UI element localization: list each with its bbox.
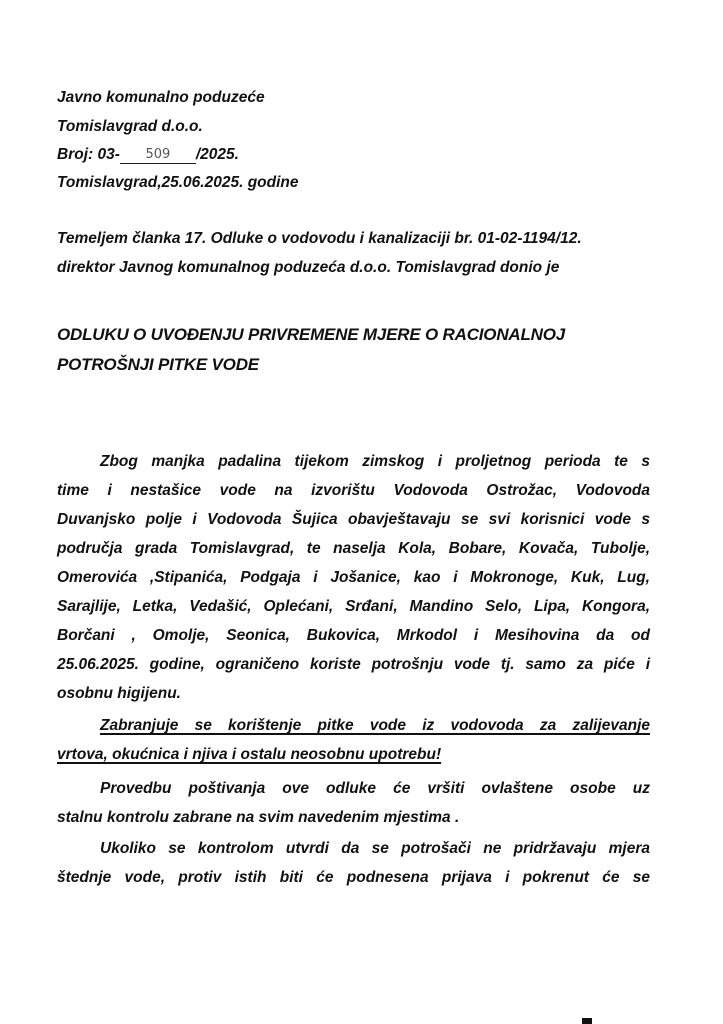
body-line: Ukoliko se kontrolom utvrdi da se potrošači ne pridržavaju mjera	[100, 840, 650, 857]
body-line: 25.06.2025. godine, ograničeno koriste potrošnju vode tj. samo za piće i	[57, 656, 650, 673]
body-line: Omerovića ,Stipanića, Podgaja i Jošanice, kao i Mokronoge, Kuk, Lug,	[57, 569, 650, 586]
body-line: Borčani , Omolje, Seonica, Bukovica, Mrkodol i Mesihovina da od	[57, 627, 650, 644]
handwritten-number: 509	[120, 147, 196, 164]
place-date: Tomislavgrad,25.06.2025. godine	[57, 174, 299, 191]
prohibition-line: Zabranjuje se korištenje pitke vode iz vodovoda za zalijevanje	[100, 717, 650, 734]
body-line: stalnu kontrolu zabrane na svim navedenim mjestima .	[57, 809, 460, 826]
body-line: Provedbu poštivanja ove odluke će vršiti ovlaštene osobe uz	[100, 780, 650, 797]
company-city: Tomislavgrad d.o.o.	[57, 118, 203, 135]
preamble-line: Temeljem članka 17. Odluke o vodovodu i kanalizaciji br. 01-02-1194/12.	[57, 230, 582, 247]
body-line: područja grada Tomislavgrad, te naselja Kola, Bobare, Kovača, Tubolje,	[57, 540, 650, 557]
body-line: Zbog manjka padalina tijekom zimskog i proljetnog perioda te s	[100, 453, 650, 470]
body-line: osobnu higijenu.	[57, 685, 181, 702]
number-suffix: /2025.	[195, 146, 239, 163]
body-line: Sarajlije, Letka, Vedašić, Oplećani, Srđani, Mandino Selo, Lipa, Kongora,	[57, 598, 650, 615]
scan-mark	[582, 1018, 592, 1024]
decision-title: ODLUKU O UVOĐENJU PRIVREMENE MJERE O RACIONALNOJ	[57, 325, 566, 344]
preamble-line: direktor Javnog komunalnog poduzeća d.o.o. Tomislavgrad donio je	[57, 259, 560, 276]
number-prefix: Broj: 03-	[57, 146, 120, 163]
body-line: time i nestašice vode na izvorištu Vodovoda Ostrožac, Vodovoda	[57, 482, 650, 499]
body-line: Duvanjsko polje i Vodovoda Šujica obavještavaju se svi korisnici vode s	[57, 511, 650, 528]
decision-title: POTROŠNJI PITKE VODE	[57, 355, 259, 374]
company-name: Javno komunalno poduzeće	[57, 89, 265, 106]
body-line: štednje vode, protiv istih biti će podnesena prijava i pokrenut će se	[57, 869, 650, 886]
document-number	[57, 145, 239, 165]
prohibition-line: vrtova, okućnica i njiva i ostalu neosobnu upotrebu!	[57, 746, 442, 763]
